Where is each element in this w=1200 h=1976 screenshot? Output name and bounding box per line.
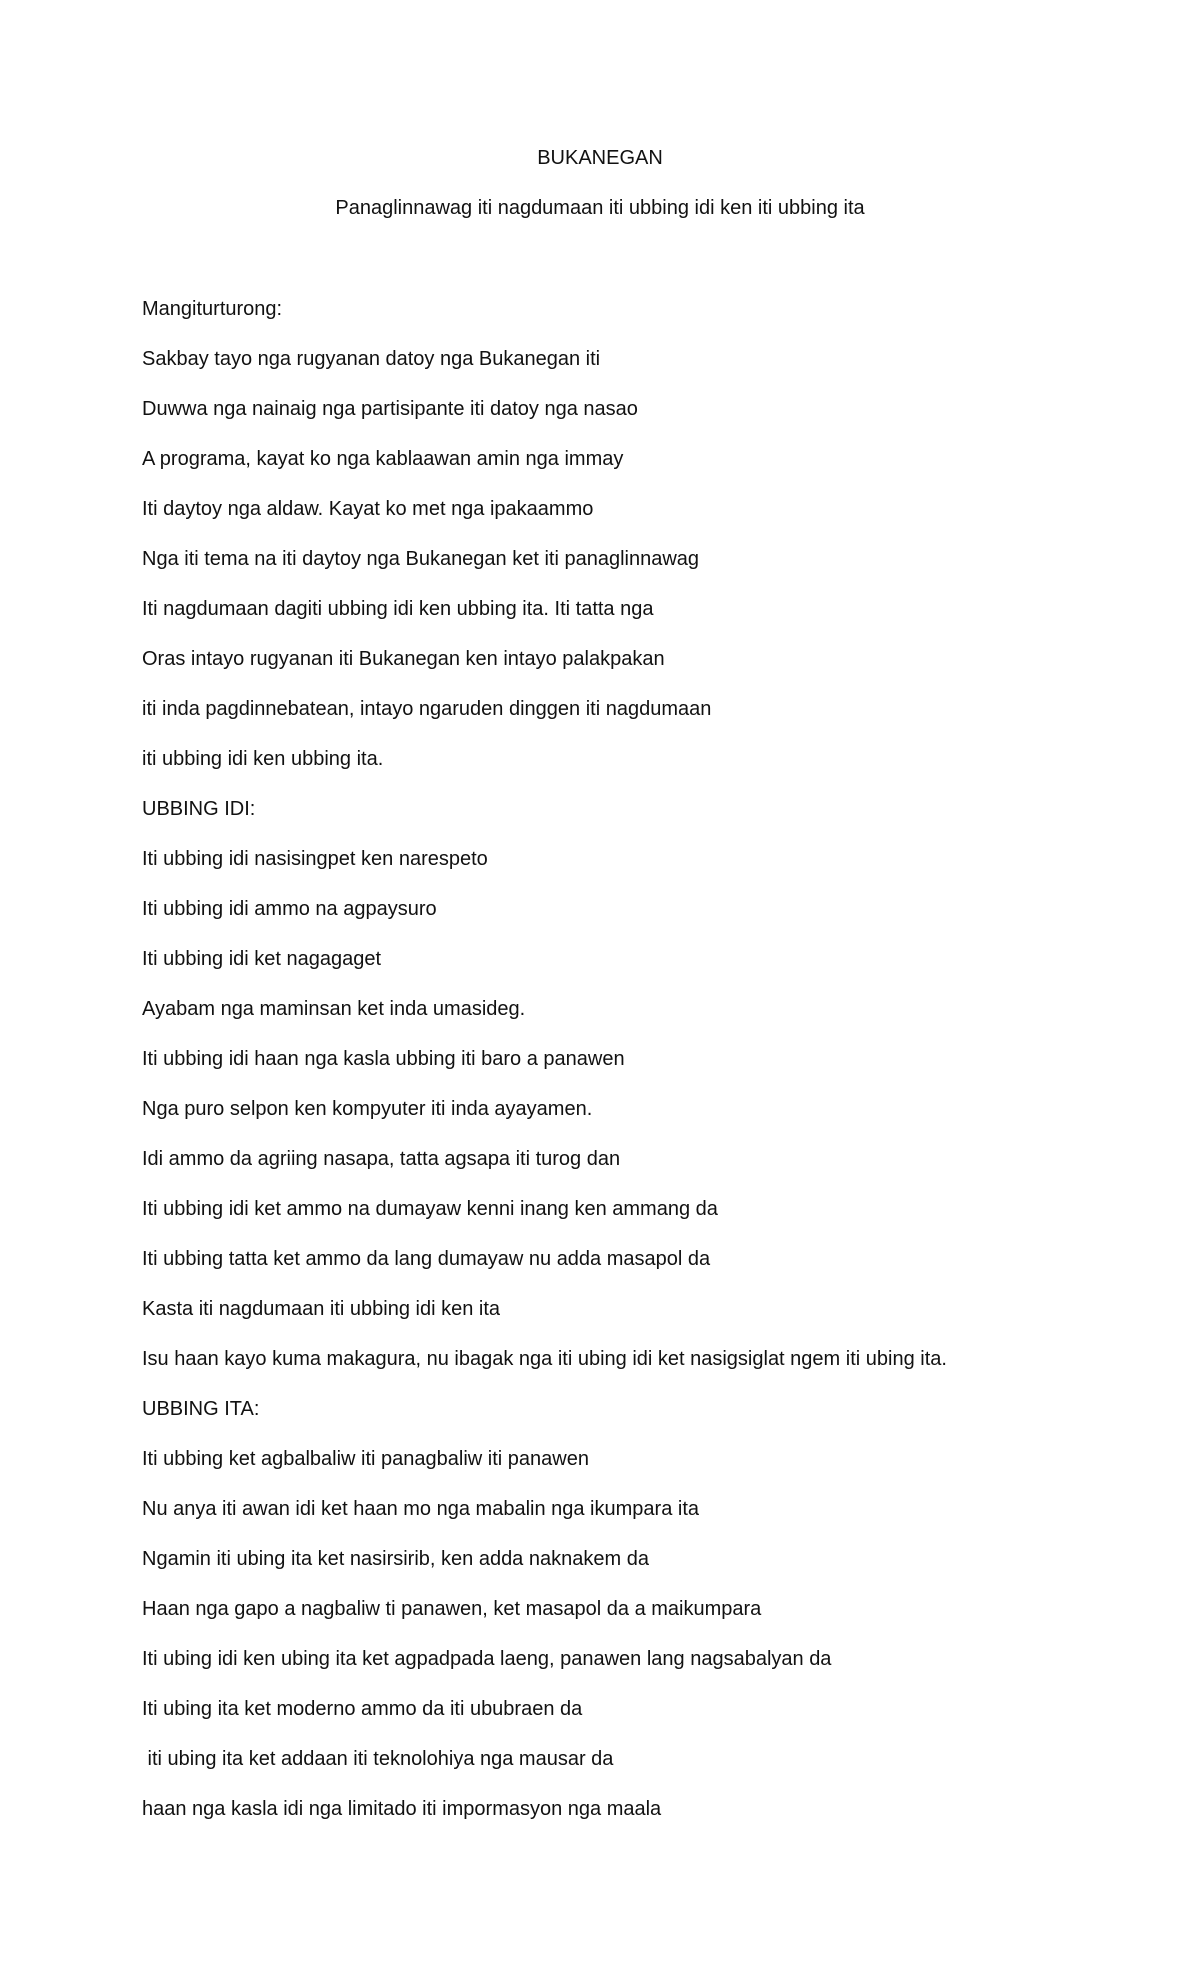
text-line: iti inda pagdinnebatean, intayo ngaruden dinggen iti nagdumaan [142, 698, 712, 720]
text-line: Iti ubbing idi haan nga kasla ubbing iti baro a panawen [142, 1048, 625, 1070]
text-line: haan nga kasla idi nga limitado iti impormasyon nga maala [142, 1798, 662, 1820]
text-line: Ngamin iti ubing ita ket nasirsirib, ken adda naknakem da [142, 1548, 649, 1570]
document-title: BUKANEGAN [537, 147, 663, 169]
document-subtitle: Panaglinnawag iti nagdumaan iti ubbing idi ken iti ubbing ita [335, 197, 865, 219]
text-line: Kasta iti nagdumaan iti ubbing idi ken ita [142, 1298, 501, 1320]
section-heading: UBBING ITA: [142, 1398, 260, 1420]
text-line: Nga iti tema na iti daytoy nga Bukanegan ket iti panaglinnawag [142, 548, 700, 570]
text-line: Iti ubbing ket agbalbaliw iti panagbaliw iti panawen [142, 1448, 589, 1470]
text-line: iti ubbing idi ken ubbing ita. [142, 748, 384, 770]
text-line: Iti ubing ita ket moderno ammo da iti ububraen da [142, 1698, 583, 1720]
text-line: Idi ammo da agriing nasapa, tatta agsapa iti turog dan [142, 1148, 621, 1170]
text-line: Ayabam nga maminsan ket inda umasideg. [142, 998, 526, 1020]
text-line: Iti ubbing idi ket nagagaget [142, 948, 382, 970]
text-line: Duwwa nga nainaig nga partisipante iti datoy nga nasao [142, 398, 638, 420]
text-line: Mangiturturong: [142, 298, 283, 320]
text-line: Iti daytoy nga aldaw. Kayat ko met nga ipakaammo [142, 498, 594, 520]
section-heading: UBBING IDI: [142, 798, 256, 820]
text-line: Isu haan kayo kuma makagura, nu ibagak nga iti ubing idi ket nasigsiglat ngem iti ubing ita. [142, 1348, 947, 1370]
text-line: Iti ubbing tatta ket ammo da lang dumayaw nu adda masapol da [142, 1248, 711, 1270]
text-line: Iti nagdumaan dagiti ubbing idi ken ubbing ita. Iti tatta nga [142, 598, 654, 620]
text-line: Iti ubbing idi ket ammo na dumayaw kenni inang ken ammang da [142, 1198, 718, 1220]
text-line: A programa, kayat ko nga kablaawan amin nga immay [142, 448, 624, 470]
text-line: Oras intayo rugyanan iti Bukanegan ken intayo palakpakan [142, 648, 665, 670]
text-line: Iti ubing idi ken ubing ita ket agpadpada laeng, panawen lang nagsabalyan da [142, 1648, 832, 1670]
text-line: Nu anya iti awan idi ket haan mo nga mabalin nga ikumpara ita [142, 1498, 699, 1520]
text-line: Nga puro selpon ken kompyuter iti inda ayayamen. [142, 1098, 593, 1120]
text-line: Haan nga gapo a nagbaliw ti panawen, ket masapol da a maikumpara [142, 1598, 762, 1620]
text-line: Iti ubbing idi ammo na agpaysuro [142, 898, 437, 920]
text-line: Sakbay tayo nga rugyanan datoy nga Bukanegan iti [142, 348, 601, 370]
text-line: Iti ubbing idi nasisingpet ken narespeto [142, 848, 488, 870]
text-line: iti ubing ita ket addaan iti teknolohiya nga mausar da [142, 1748, 614, 1770]
